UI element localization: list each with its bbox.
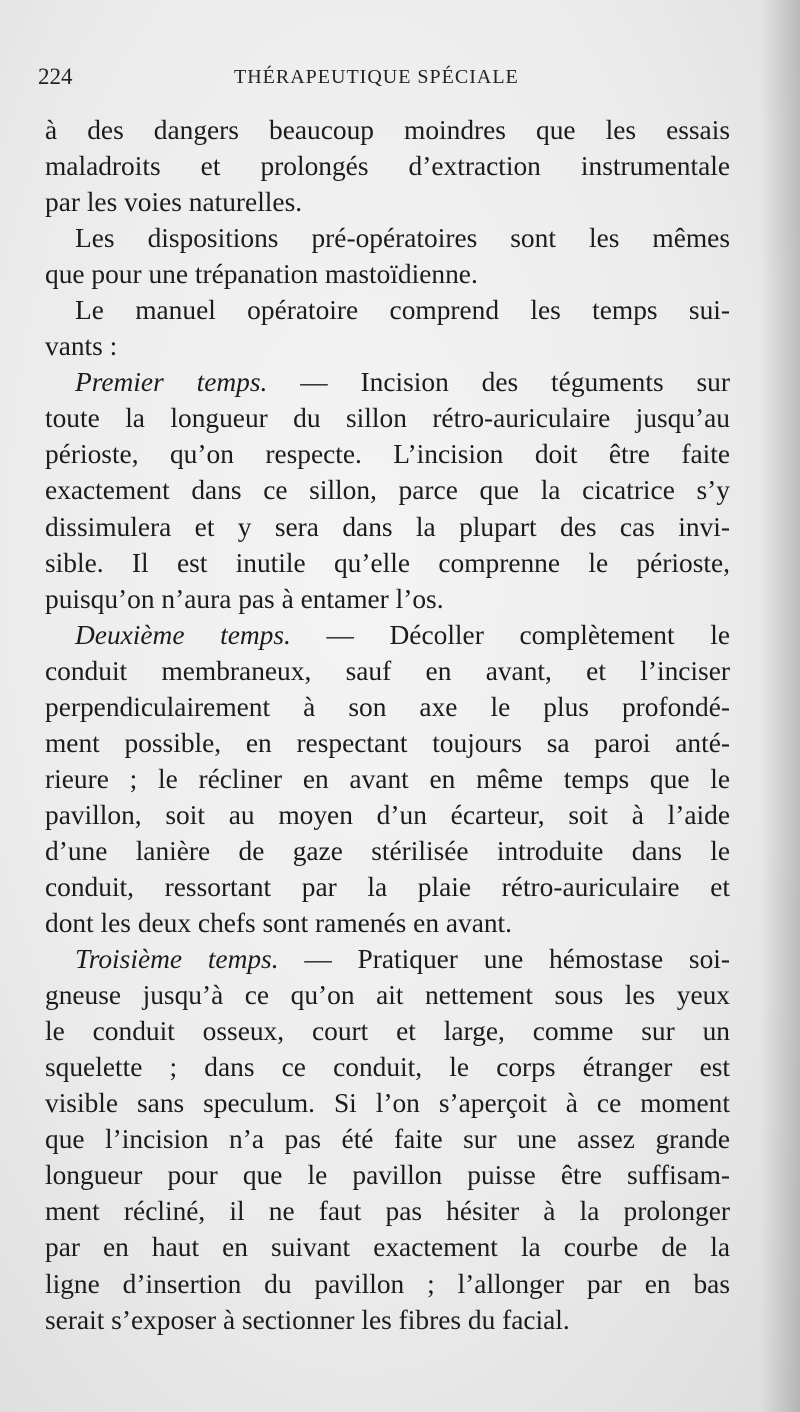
body-text [45, 112, 730, 1338]
section-lead-rest: — Décoller complètement le [290, 619, 730, 650]
text-line: conduit, ressortant par la plaie rétro-auriculaire et [45, 871, 730, 902]
text-line [45, 941, 730, 977]
text-line: que pour une trépanation mastoïdienne. [45, 259, 478, 290]
text-line: d’une lanière de gaze stérilisée introduite dans le [45, 835, 730, 866]
page-number: 224 [38, 64, 73, 89]
text-line: dissimulera et y sera dans la plupart des cas invi- [45, 511, 730, 542]
text-line: toute la longueur du sillon rétro-auriculaire jusqu’au [45, 403, 730, 434]
text-line: dont les deux chefs sont ramenés en avant. [45, 908, 513, 939]
page-edge-shadow [760, 0, 800, 1412]
text-line: gneuse jusqu’à ce qu’on ait nettement sous les yeux [45, 980, 730, 1011]
text-line: par les voies naturelles. [45, 187, 303, 218]
text-line: ment récliné, il ne faut pas hésiter à la prolonger [45, 1196, 730, 1227]
text-line: ment possible, en respectant toujours sa paroi anté- [45, 727, 730, 758]
text-line: maladroits et prolongés d’extraction instrumentale [45, 151, 730, 182]
text-line: à des dangers beaucoup moindres que les essais [45, 115, 730, 145]
text-line: exactement dans ce sillon, parce que la cicatrice s’y [45, 475, 730, 506]
text-line: périoste, qu’on respecte. L’incision doit être faite [45, 439, 730, 470]
text-line: conduit membraneux, sauf en avant, et l’inciser [45, 655, 730, 686]
text-line: vants : [45, 331, 118, 362]
text-line: ligne d’insertion du pavillon ; l’allonger par en bas [45, 1268, 730, 1299]
text-line [45, 617, 730, 653]
text-line: pavillon, soit au moyen d’un écarteur, soit à l’aide [45, 799, 730, 830]
text-line: puisqu’on n’aura pas à entamer l’os. [45, 583, 444, 614]
text-line: le conduit osseux, court et large, comme sur un [45, 1016, 730, 1047]
page-header [38, 60, 738, 96]
text-line: Le manuel opératoire comprend les temps sui- [75, 295, 730, 326]
text-line [45, 364, 730, 400]
text-line: par en haut en suivant exactement la courbe de la [45, 1232, 730, 1263]
section-lead: Premier temps. [75, 367, 268, 398]
text-line: longueur pour que le pavillon puisse être suffisam- [45, 1160, 730, 1191]
section-lead: Deuxième temps. [75, 619, 291, 650]
text-line: sible. Il est inutile qu’elle comprenne le périoste, [45, 547, 730, 578]
text-line: squelette ; dans ce conduit, le corps étranger est [45, 1052, 730, 1083]
text-line: perpendiculairement à son axe le plus profondé- [45, 691, 730, 722]
text-line: que l’incision n’a pas été faite sur une assez grande [45, 1124, 730, 1155]
text-line: rieure ; le récliner en avant en même temps que le [45, 763, 730, 794]
running-title: THÉRAPEUTIQUE SPÉCIALE [234, 66, 519, 88]
text-line: Les dispositions pré-opératoires sont les mêmes [75, 223, 730, 254]
section-lead-rest: — Incision des téguments sur [267, 367, 730, 398]
text-line: serait s’exposer à sectionner les fibres du facial. [45, 1304, 570, 1335]
section-lead: Troisième temps. [75, 944, 279, 975]
section-lead-rest: — Pratiquer une hémostase soi- [278, 944, 730, 975]
text-line: visible sans speculum. Si l’on s’aperçoit à ce moment [45, 1088, 730, 1119]
